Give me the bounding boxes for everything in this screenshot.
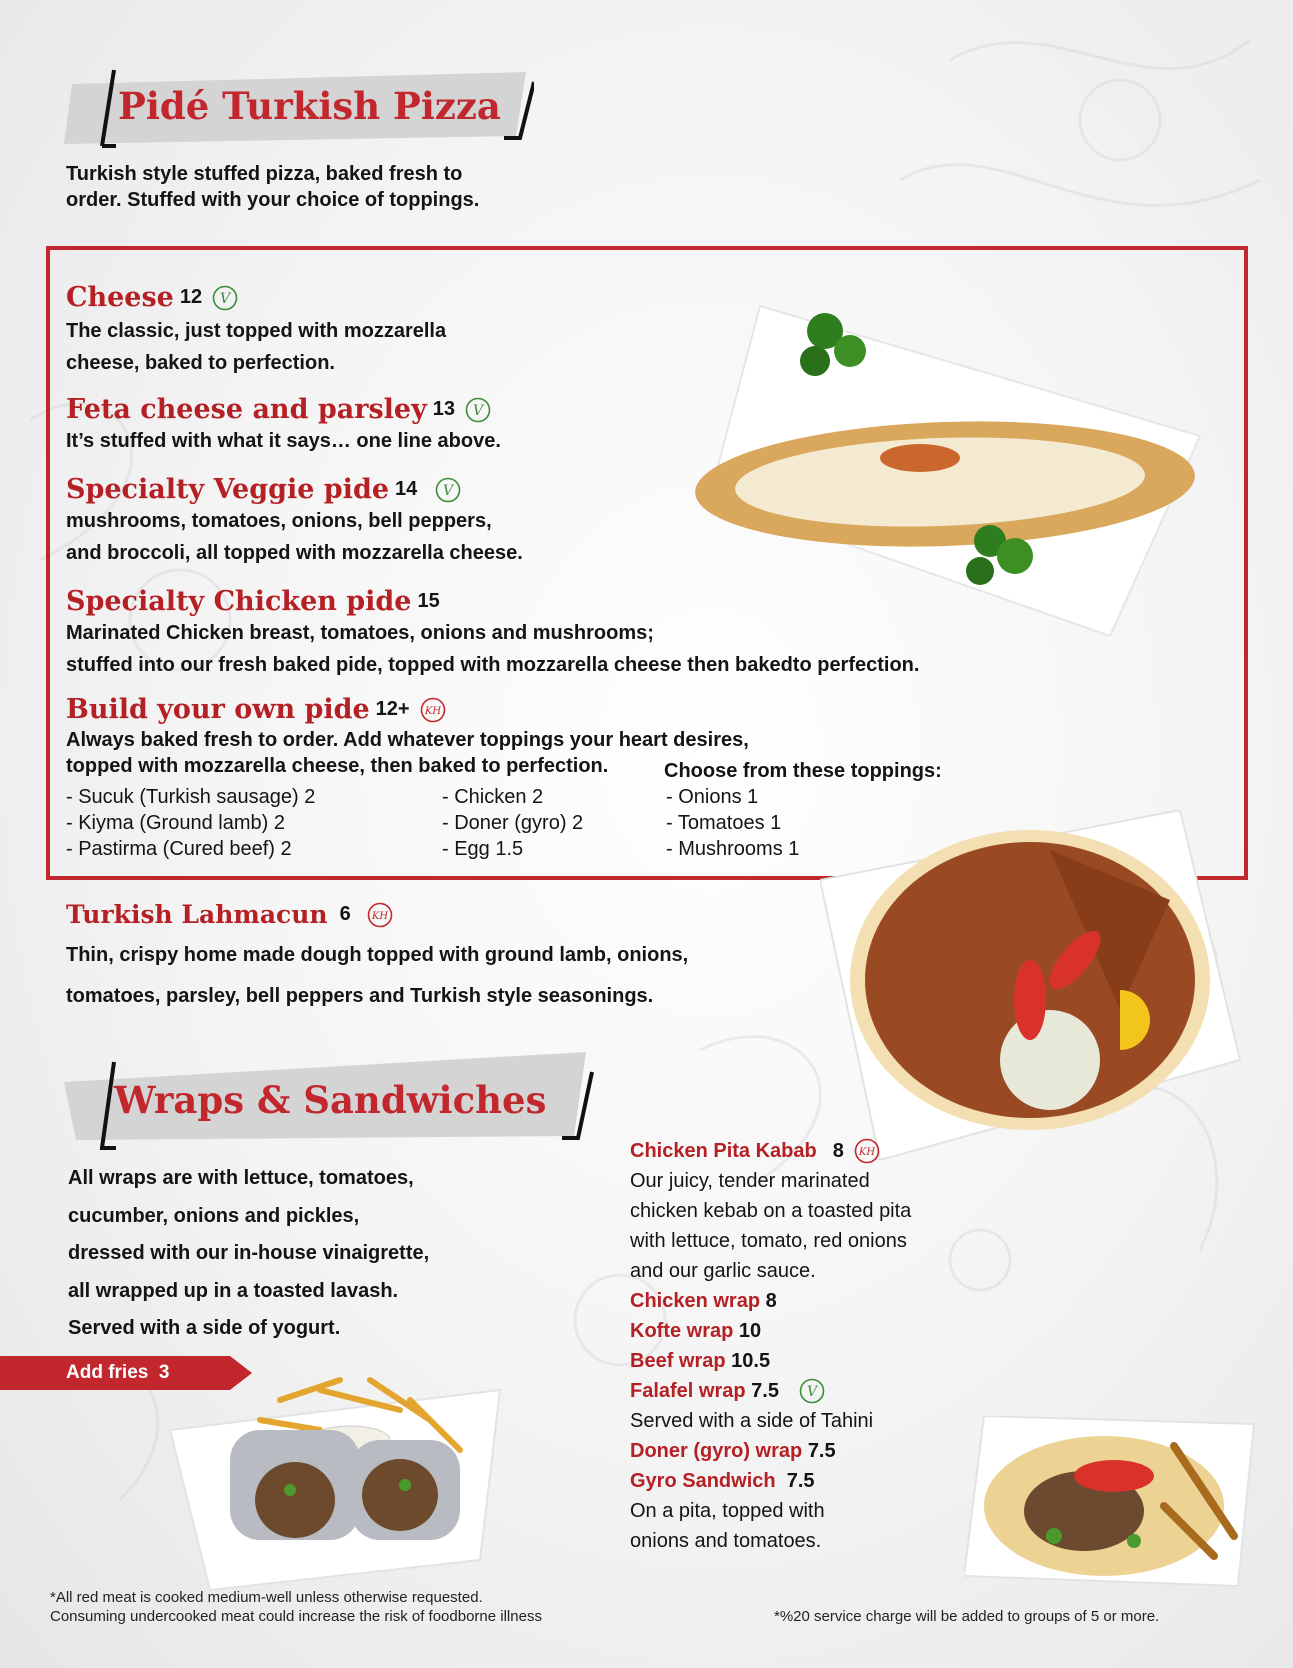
item-price: 14 [395,478,418,500]
lahmacun-item [66,900,688,1017]
doner-wrap-item: Doner (gyro) wrap 7.5 [630,1440,836,1462]
item-price: 13 [432,398,456,420]
item-description-line: chicken kebab on a toasted pita [630,1200,912,1222]
item-description: It’s stuffed with what it says… one line above. [66,430,501,452]
pide-intro: Turkish style stuffed pizza, baked fresh to order. Stuffed with your choice of toppings. [66,163,480,211]
beef-wrap-item: Beef wrap 10.5 [630,1350,771,1372]
red-meat-note: *All red meat is cooked medium-well unless otherwise requested. [50,1589,483,1606]
page-title: Pidé Turkish Pizza [118,84,501,128]
item-price: 15 [417,590,440,612]
pide-item-chicken [66,586,919,681]
topping-item: - Onions 1 [666,786,759,808]
toppings-column-1 [66,784,315,862]
item-price: 12 [179,286,203,308]
topping-item: - Doner (gyro) 2 [442,812,584,834]
add-fries-label: Add fries 3 [66,1362,170,1383]
item-price: 12+ [375,698,410,720]
footer-notes [50,1588,542,1626]
topping-item: - Chicken 2 [442,786,544,808]
item-description: mushrooms, tomatoes, onions, bell peppers, and broccoli, all topped with mozzarella cheese. [66,510,523,564]
svg-text:V: V [443,482,454,499]
kofte-wrap-item: Kofte wrap 10 [630,1320,762,1342]
svg-text:V: V [472,402,484,419]
topping-item: - Kiyma (Ground lamb) 2 [66,812,285,834]
topping-item: - Tomatoes 1 [666,812,782,834]
pide-item-build-your-own [66,694,749,779]
vegetarian-icon [465,397,491,423]
item-description-line: with lettuce, tomato, red onions [630,1230,907,1252]
wraps-intro: All wraps are with lettuce, tomatoes, cucumber, onions and pickles, dressed with our in-house vinaigrette, all wrapped up in a toasted lavash. Served with a side of yogurt. [68,1167,430,1339]
pide-banner [64,64,534,150]
topping-item: - Sucuk (Turkish sausage) 2 [66,786,316,808]
item-description-line: On a pita, topped with [630,1500,825,1522]
wraps-banner [64,1052,594,1152]
halal-icon [854,1138,880,1164]
falafel-wrap-item: Falafel wrap 7.5 V [630,1376,911,1406]
svg-text:V: V [806,1384,818,1400]
wraps-list [630,1136,911,1556]
item-name: Turkish Lahmacun [66,900,328,929]
halal-icon [367,902,393,928]
gyro-sandwich-item: Gyro Sandwich 7.5 [630,1470,815,1492]
item-description: The classic, just topped with mozzarella cheese, baked to perfection. [66,320,447,374]
toppings-header: Choose from these toppings: [664,760,942,782]
pide-item-cheese [66,282,446,379]
svg-text:V: V [220,290,231,307]
section-title: Wraps & Sandwiches [114,1078,547,1122]
lahmacun-photo [820,810,1250,1160]
wrap-photo [170,1360,510,1590]
item-name: Specialty Veggie pide [66,474,389,505]
svg-text:KH: KH [371,910,388,922]
item-description-line: and our garlic sauce. [630,1260,816,1282]
topping-item: - Pastirma (Cured beef) 2 [66,838,292,860]
chicken-wrap-item: Chicken wrap 8 [630,1290,777,1312]
item-price: 6 [339,903,351,925]
halal-icon [420,697,446,723]
topping-item: - Mushrooms 1 [666,838,800,860]
toppings-column-3 [666,784,799,862]
item-description-line: onions and tomatoes. [630,1530,822,1552]
item-description: Thin, crispy home made dough topped with ground lamb, onions, tomatoes, parsley, bell peppers and Turkish style seasonings. [66,944,689,1007]
falafel-note: Served with a side of Tahini [630,1410,874,1432]
item-description: Marinated Chicken breast, tomatoes, onions and mushrooms; stuffed into our fresh baked pide, topped with mozzarella cheese then bakedto perfection. [66,622,920,676]
vegetarian-icon [799,1378,825,1404]
vegetarian-icon [435,477,461,503]
toppings-column-2 [442,784,583,862]
item-name: Cheese [66,282,174,313]
svg-text:KH: KH [858,1147,875,1158]
item-description-line: Our juicy, tender marinated [630,1170,870,1192]
undercooked-warning: Consuming undercooked meat could increase the risk of foodborne illness [50,1608,542,1625]
pide-item-feta [66,394,501,457]
topping-item: - Egg 1.5 [442,838,524,860]
item-name: Feta cheese and parsley [66,394,427,425]
svg-text:KH: KH [424,705,441,717]
pide-photo [690,286,1210,636]
item-description: Always baked fresh to order. Add whatever toppings your heart desires, topped with mozzarella cheese, then baked to perfection. [66,729,749,777]
item-name: Build your own pide [66,694,370,725]
pide-item-veggie [66,474,523,569]
vegetarian-icon [212,285,238,311]
gyro-sandwich-photo [964,1416,1264,1596]
item-name: Specialty Chicken pide [66,586,412,617]
service-charge-note: *%20 service charge will be added to groups of 5 or more. [774,1608,1160,1625]
chicken-pita-kabab-title: Chicken Pita Kabab 8 KH [630,1136,911,1166]
